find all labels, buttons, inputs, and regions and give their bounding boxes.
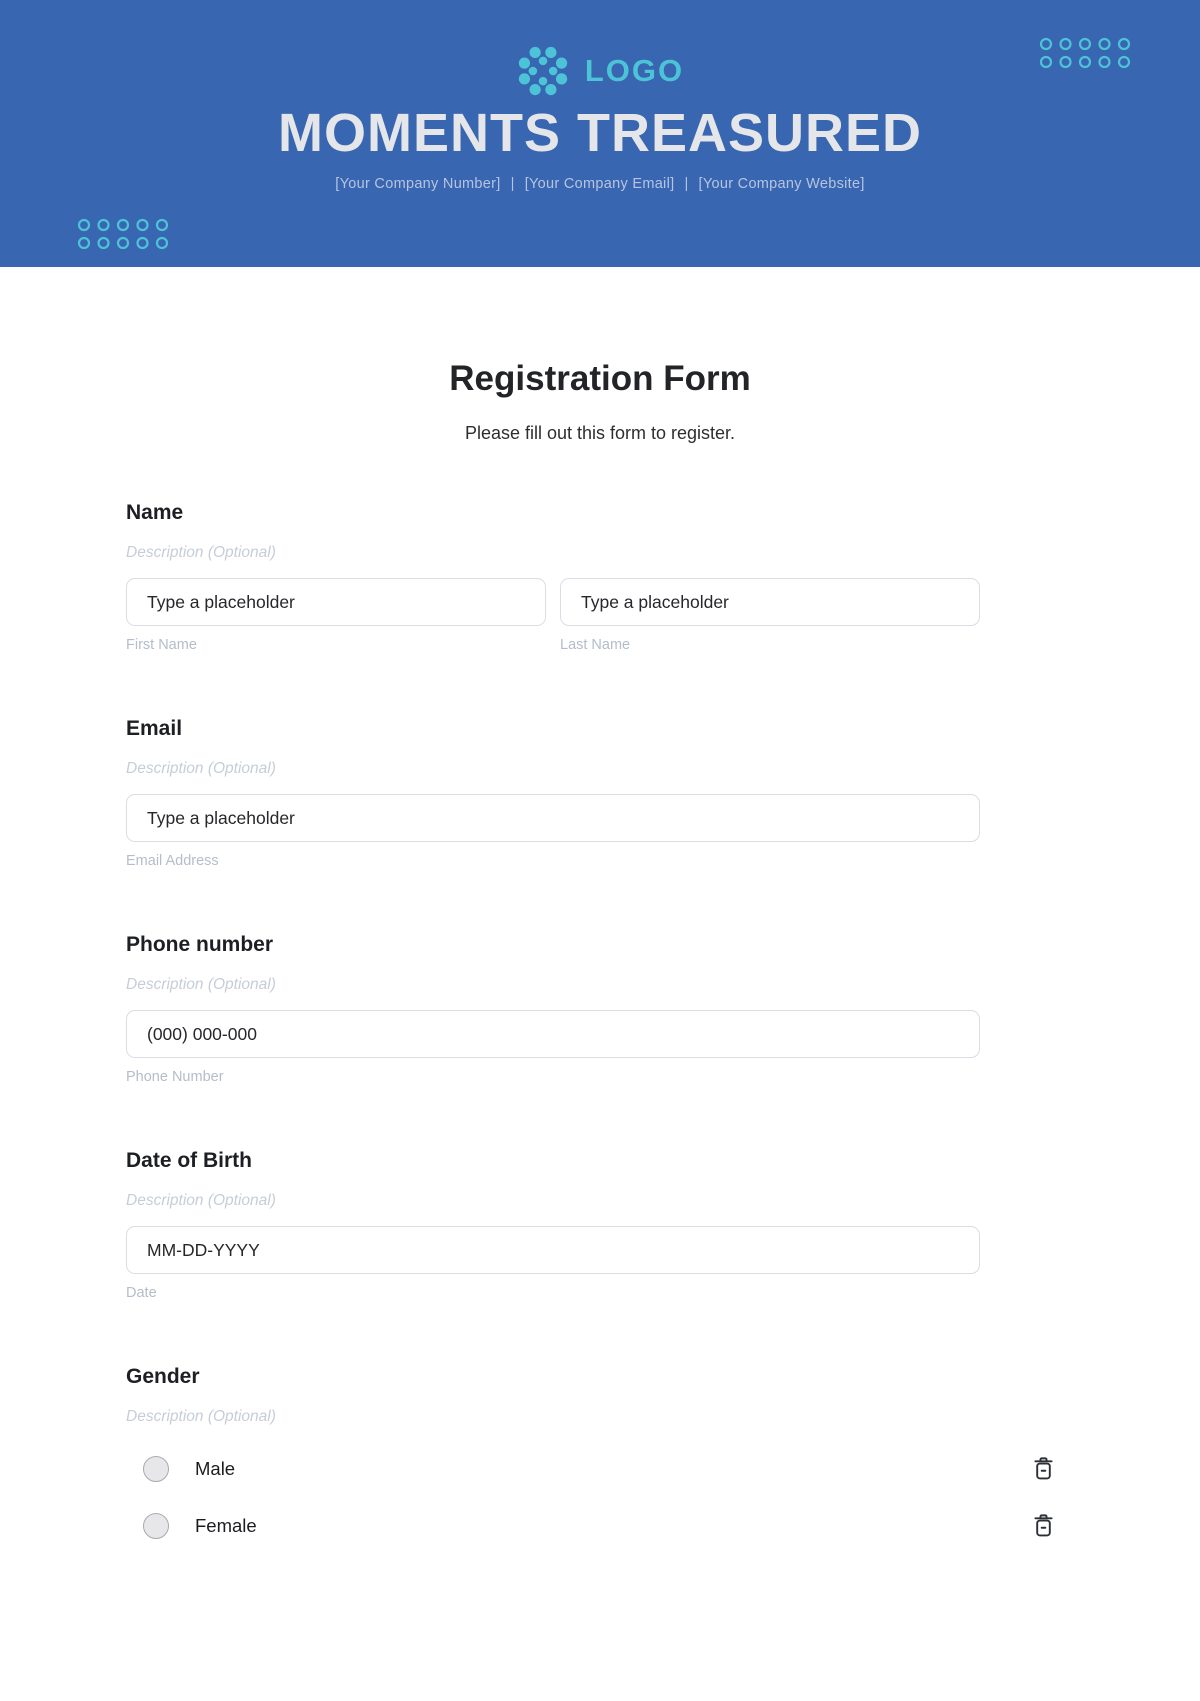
trash-icon — [1030, 1455, 1057, 1482]
gender-option-female-label: Female — [195, 1514, 257, 1536]
page-subtitle: Please fill out this form to register. — [464, 423, 736, 443]
dot-grid-decoration — [76, 217, 172, 249]
section-phone-description: Description (Optional) — [126, 976, 276, 993]
dot-flower-logo-icon — [516, 44, 570, 98]
section-dob-label: Date of Birth — [126, 1149, 252, 1172]
meta-separator: | — [684, 176, 689, 192]
trash-icon — [1030, 1512, 1057, 1539]
email-field-label: Email Address — [126, 853, 219, 869]
phone-input[interactable] — [126, 1010, 980, 1058]
phone-input-wrap — [126, 1010, 980, 1086]
logo-text: LOGO — [584, 53, 685, 88]
logo — [0, 0, 1200, 98]
section-dob-description: Description (Optional) — [126, 1192, 276, 1209]
meta-separator: | — [510, 176, 515, 192]
first-name-column — [126, 578, 546, 654]
section-name-description: Description (Optional) — [126, 544, 276, 561]
company-number: [Your Company Number] — [335, 176, 501, 192]
company-meta — [0, 176, 1200, 192]
section-email — [126, 716, 1060, 870]
gender-options — [126, 1440, 1060, 1554]
dob-input-wrap — [126, 1226, 980, 1302]
registration-form — [126, 500, 1060, 1554]
section-phone — [126, 932, 1060, 1086]
delete-male-option-button[interactable] — [1028, 1454, 1058, 1484]
last-name-label: Last Name — [560, 637, 631, 653]
first-name-input[interactable] — [126, 578, 546, 626]
last-name-input[interactable] — [560, 578, 980, 626]
company-name: MOMENTS TREASURED — [277, 103, 922, 163]
section-gender-label: Gender — [126, 1365, 200, 1388]
section-gender — [126, 1364, 1060, 1554]
section-phone-label: Phone number — [126, 933, 274, 956]
section-gender-description: Description (Optional) — [126, 1408, 276, 1425]
dob-field-label: Date — [126, 1285, 157, 1301]
section-email-label: Email — [126, 717, 183, 740]
first-name-label: First Name — [126, 637, 197, 653]
page-header — [0, 0, 1200, 267]
email-input[interactable] — [126, 794, 980, 842]
email-input-wrap — [126, 794, 980, 870]
form-page — [0, 267, 1200, 1554]
page-title: Registration Form — [449, 359, 751, 398]
phone-field-label: Phone Number — [126, 1069, 224, 1085]
radio-female[interactable] — [143, 1513, 169, 1539]
company-email: [Your Company Email] — [524, 176, 675, 192]
section-dob — [126, 1148, 1060, 1302]
radio-male[interactable] — [143, 1456, 169, 1482]
gender-option-male-label: Male — [195, 1457, 236, 1479]
dot-grid-decoration — [1038, 36, 1134, 68]
delete-female-option-button[interactable] — [1028, 1511, 1058, 1541]
section-name-label: Name — [126, 501, 184, 524]
name-inputs-row — [126, 578, 980, 654]
section-name — [126, 500, 1060, 654]
section-email-description: Description (Optional) — [126, 760, 276, 777]
gender-option-female — [126, 1497, 1060, 1554]
last-name-column — [560, 578, 980, 654]
company-website: [Your Company Website] — [698, 176, 865, 192]
dob-input[interactable] — [126, 1226, 980, 1274]
gender-option-male — [126, 1440, 1060, 1497]
